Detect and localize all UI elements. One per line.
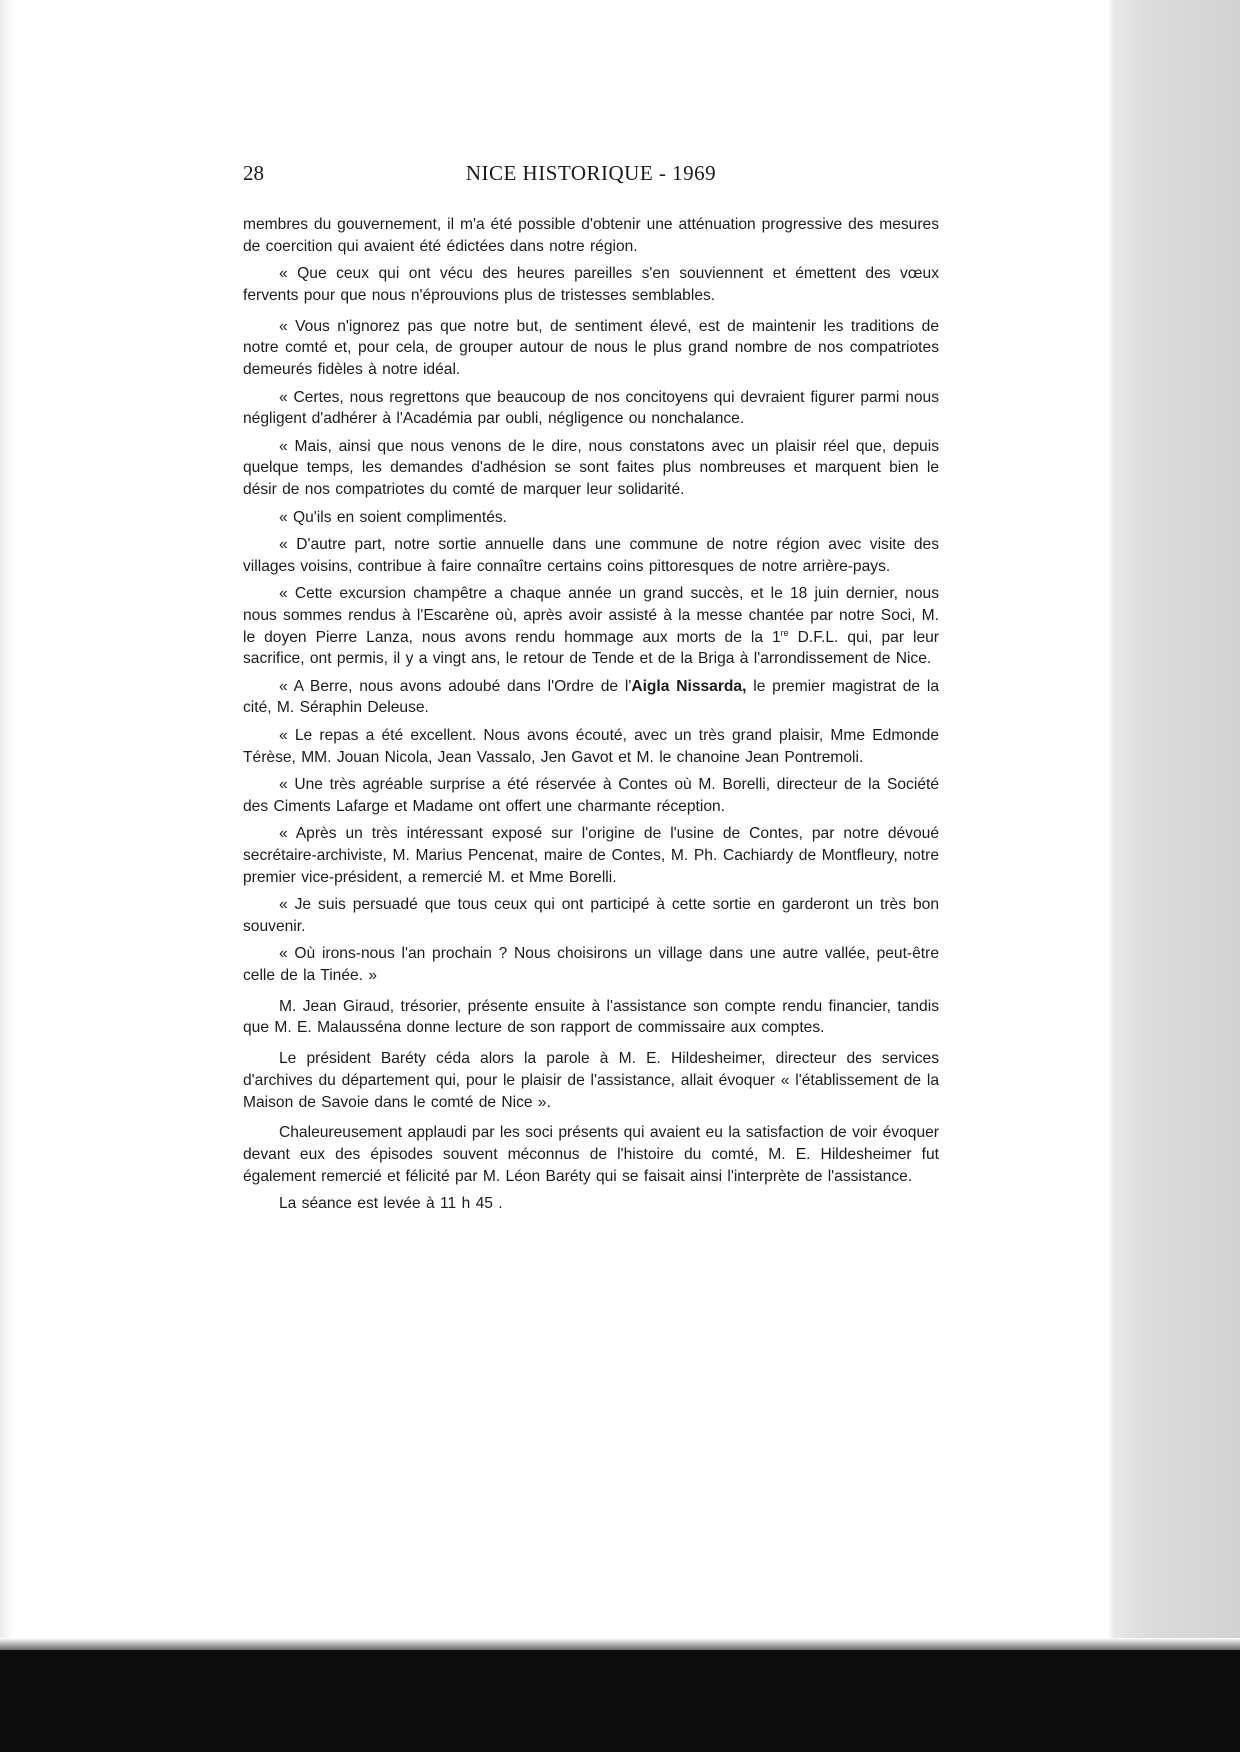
paragraph-text: « A Berre, nous avons adoubé dans l'Ordre de l' [279,677,632,695]
paragraph: « Qu'ils en soient complimentés. [279,508,507,526]
paragraph-text: le premier magistrat de la cité, M. Séraphin Deleuse. [243,677,940,717]
facing-page-edge [1108,0,1240,1640]
scan-bottom-border [0,1650,1240,1752]
paragraph: La séance est levée à 11 h 45 . [279,1195,503,1213]
paragraph: « Certes, nous regrettons que beaucoup de nos concitoyens qui devraient figurer parmi nous négligent d'adhérer à l'Académia par oubli, négligence ou nonchalance. [243,388,939,428]
paragraph [243,676,939,720]
body-text [243,214,939,1221]
paragraph: Chaleureusement applaudi par les soci présents qui avaient eu la satisfaction de voir évoquer devant eux des épisodes souvent méconnus de l'histoire du comté, M. E. Hildesheimer fut également remercié et félicité par M. Léon Baréty qui se faisait ainsi l'interprète de l'assistance. [243,1124,939,1186]
paragraph: « Vous n'ignorez pas que notre but, de sentiment élevé, est de maintenir les traditions de notre comté et, pour cela, de grouper autour de nous le plus grand nombre de nos compatriotes demeurés fidèles à notre idéal. [243,317,939,379]
paragraph: « Après un très intéressant exposé sur l'origine de l'usine de Contes, par notre dévoué secrétaire-archiviste, M. Marius Pencenat, maire de Contes, M. Ph. Cachiardy de Montfleury, notre premier vice-président, a remercié M. et Mme Borelli. [243,824,939,886]
page-header [243,159,939,187]
paragraph: « D'autre part, notre sortie annuelle dans une commune de notre région avec visite des villages voisins, contribue à faire connaître certains coins pittoresques de notre arrière-pays. [243,535,939,575]
paragraph: Le président Baréty céda alors la parole à M. E. Hildesheimer, directeur des services d'archives du département qui, pour le plaisir de l'assistance, allait évoquer « l'établissement de la Maison de Savoie dans le comté de Nice ». [243,1050,939,1111]
paragraph: membres du gouvernement, il m'a été possible d'obtenir une atténuation progressive des mesures de coercition qui avaient été édictées dans notre région. [243,216,939,255]
paragraph-text: D.F.L. qui, par leur sacrifice, ont permis, il y a vingt ans, le retour de Tende et de la Briga à l'arrondissement de Nice. [243,628,939,668]
paragraph: « Où irons-nous l'an prochain ? Nous choisirons un village dans une autre vallée, peut-être celle de la Tinée. » [243,944,939,984]
running-title: NICE HISTORIQUE - 1969 [465,161,717,185]
paragraph: « Que ceux qui ont vécu des heures pareilles s'en souviennent et émettent des vœux fervents pour que nous n'éprouvions plus de tristesses semblables. [243,265,939,304]
paragraph-text: « Cette excursion champêtre a chaque année un grand succès, et le 18 juin dernier, nous nous sommes rendus à l'Escarène où, après avoir assisté à la messe chantée par notre Soci, M. le doyen Pierre Lanza, nous avons rendu hommage aux morts de la 1 [243,584,939,646]
paragraph: « Une très agréable surprise a été réservée à Contes où M. Borelli, directeur de la Société des Ciments Lafarge et Madame ont offert une charmante réception. [243,775,939,815]
page-number: 28 [243,161,264,185]
order-name: Aigla Nissarda, [631,677,747,695]
paragraph: M. Jean Giraud, trésorier, présente ensuite à l'assistance son compte rendu financier, tandis que M. E. Malausséna donne lecture de son rapport de commissaire aux comptes. [243,997,939,1037]
paragraph: « Mais, ainsi que nous venons de le dire, nous constatons avec un plaisir réel que, depuis quelque temps, les demandes d'adhésion se sont faites plus nombreuses et marquent bien le désir de nos compatriotes du comté de marquer leur solidarité. [243,437,939,499]
paragraph: « Je suis persuadé que tous ceux qui ont participé à cette sortie en garderont un très bon souvenir. [243,895,939,935]
paragraph [243,583,939,670]
ordinal-superscript: re [780,627,789,638]
page-left-edge-shadow [0,0,14,1700]
paragraph: « Le repas a été excellent. Nous avons écouté, avec un très grand plaisir, Mme Edmonde Térèse, MM. Jouan Nicola, Jean Vassalo, Jen Gavot et M. le chanoine Jean Pontremoli. [243,726,939,766]
